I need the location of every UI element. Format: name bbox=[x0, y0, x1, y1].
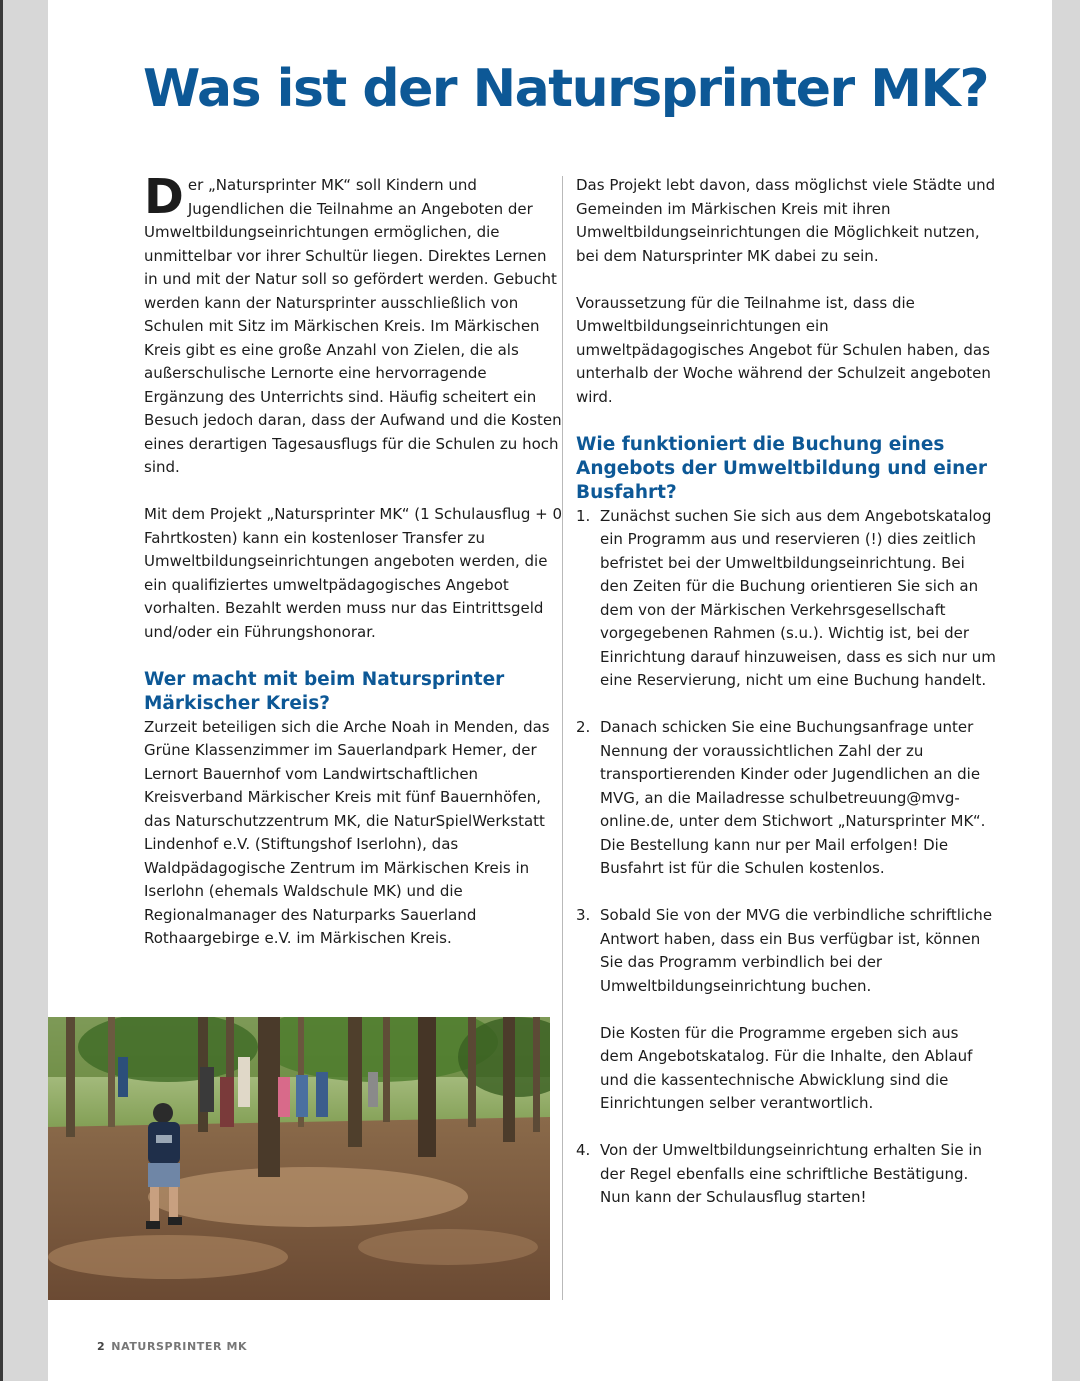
requirements-paragraph: Voraussetzung für die Teilnahme ist, dass die Umweltbildungseinrichtungen ein umweltpädagogisches Angebot für Schulen haben, das unterhalb der Woche während der Schulzeit angeboten wird. bbox=[576, 293, 991, 406]
project-paragraph: Mit dem Projekt „Natursprinter MK“ (1 Schulausflug + 0 Fahrtkosten) kann ein kostenloser Transfer zu Umweltbildungseinrichtungen angeboten werden, die ein qualifiziertes umweltpädagogisches Angebot vorhalten. Bezahlt werden muss nur das Eintrittsgeld und/oder ein Führungshonorar. bbox=[144, 505, 562, 641]
footer-label: NATURSPRINTER MK bbox=[111, 1340, 248, 1353]
participants-paragraph: Zurzeit beteiligen sich die Arche Noah in Menden, das Grüne Klassenzimmer im Sauerlandpark Hemer, der Lernort Bauernhof vom Landwirtschaftlichen Kreisverband Märkischer Kreis mit fünf Bauernhöfen, das Naturschutzzentrum MK, die NaturSpielWerkstatt Lindenhof e.V. (Stiftungshof Iserlohn), das Waldpädagogische Zentrum im Märkischen Kreis in Iserlohn (ehemals Waldschule MK) und die Regionalmanager des Naturparks Sauerland Rothaargebirge e.V. im Märkischen Kreis. bbox=[144, 717, 550, 947]
page-number: 2 bbox=[97, 1340, 106, 1353]
drop-cap: D bbox=[144, 169, 184, 225]
page-edge bbox=[0, 0, 3, 1381]
booking-heading: Wie funktioniert die Buchung eines Angebots der Umweltbildung und einer Busfahrt? bbox=[576, 433, 987, 503]
step-text-costs: Die Kosten für die Programme ergeben sich aus dem Angebotskatalog. Für die Inhalte, den Ablauf und die kassentechnische Abwicklung sind die Einrichtungen selber verantwortlich. bbox=[600, 1023, 973, 1112]
intro-text: er „Natursprinter MK“ soll Kindern und Jugendlichen die Teilnahme an Angeboten der Umweltbildungseinrichtungen ermöglichen, die unmittelbar vor ihrer Schultür liegen. Direktes Lernen in und mit der Natur soll so gefördert werden. Gebucht werden kann der Natursprinter ausschließlich von Schulen mit Sitz im Märkischen Kreis. Im Märkischen Kreis gibt es eine große Anzahl von Zielen, die als außerschulische Lernorte eine hervorragende Ergänzung des Unterrichts sind. Häufig scheitert ein Besuch jedoch daran, dass der Aufwand und die Kosten eines derartigen Tagesausflugs für die Schulen zu hoch sind. bbox=[144, 176, 562, 476]
step-text: Zunächst suchen Sie sich aus dem Angebotskatalog ein Programm aus und reservieren (!) dies zeitlich befristet bei der Umweltbildungseinrichtung. Bei den Zeiten für die Buchung orientieren Sie sich an dem von der Märkischen Verkehrsgesellschaft vorgegebenen Rahmen (s.u.). Wichtig ist, bei der Einrichtung darauf hinzuweisen, dass es sich nur um eine Reservierung, nicht um eine Buchung handelt. bbox=[600, 506, 996, 689]
step-number: 4. bbox=[576, 1141, 591, 1159]
booking-step bbox=[576, 716, 996, 881]
forest-photo-illustration bbox=[48, 1017, 550, 1300]
booking-steps bbox=[576, 505, 996, 1210]
left-column bbox=[144, 169, 562, 974]
page-footer bbox=[97, 1340, 247, 1353]
step-text: Sobald Sie von der MVG die verbindliche schriftliche Antwort haben, dass ein Bus verfügbar ist, können Sie das Programm verbindlich bei der Umweltbildungseinrichtung buchen. bbox=[600, 906, 993, 995]
project-lives-paragraph: Das Projekt lebt davon, dass möglichst viele Städte und Gemeinden im Märkischen Kreis mit ihren Umweltbildungseinrichtungen die Möglichkeit nutzen, bei dem Natursprinter MK dabei zu sein. bbox=[576, 176, 996, 265]
step-number: 2. bbox=[576, 718, 591, 736]
participants-heading: Wer macht mit beim Natursprinter Märkischer Kreis? bbox=[144, 668, 505, 714]
intro-paragraph bbox=[144, 169, 562, 480]
booking-step bbox=[576, 505, 996, 693]
document-page bbox=[48, 0, 1052, 1381]
step-text: Danach schicken Sie eine Buchungsanfrage unter Nennung der voraussichtlichen Zahl der zu transportierenden Kinder oder Jugendlichen an die MVG, an die Mailadresse schulbetreuung@mvg-online.de, unter dem Stichwort „Natursprinter MK“. Die Bestellung kann nur per Mail erfolgen! Die Busfahrt ist für die Schulen kostenlos. bbox=[600, 718, 986, 877]
column-divider bbox=[562, 176, 563, 1300]
step-text: Von der Umweltbildungseinrichtung erhalten Sie in der Regel ebenfalls eine schriftliche Bestätigung. Nun kann der Schulausflug starten! bbox=[600, 1141, 983, 1206]
forest-photo bbox=[48, 1017, 550, 1300]
step-number: 3. bbox=[576, 906, 591, 924]
page-title: Was ist der Natursprinter MK? bbox=[143, 59, 988, 119]
booking-step bbox=[576, 904, 996, 1116]
booking-step bbox=[576, 1139, 996, 1210]
right-column bbox=[576, 174, 996, 1233]
step-number: 1. bbox=[576, 506, 591, 525]
